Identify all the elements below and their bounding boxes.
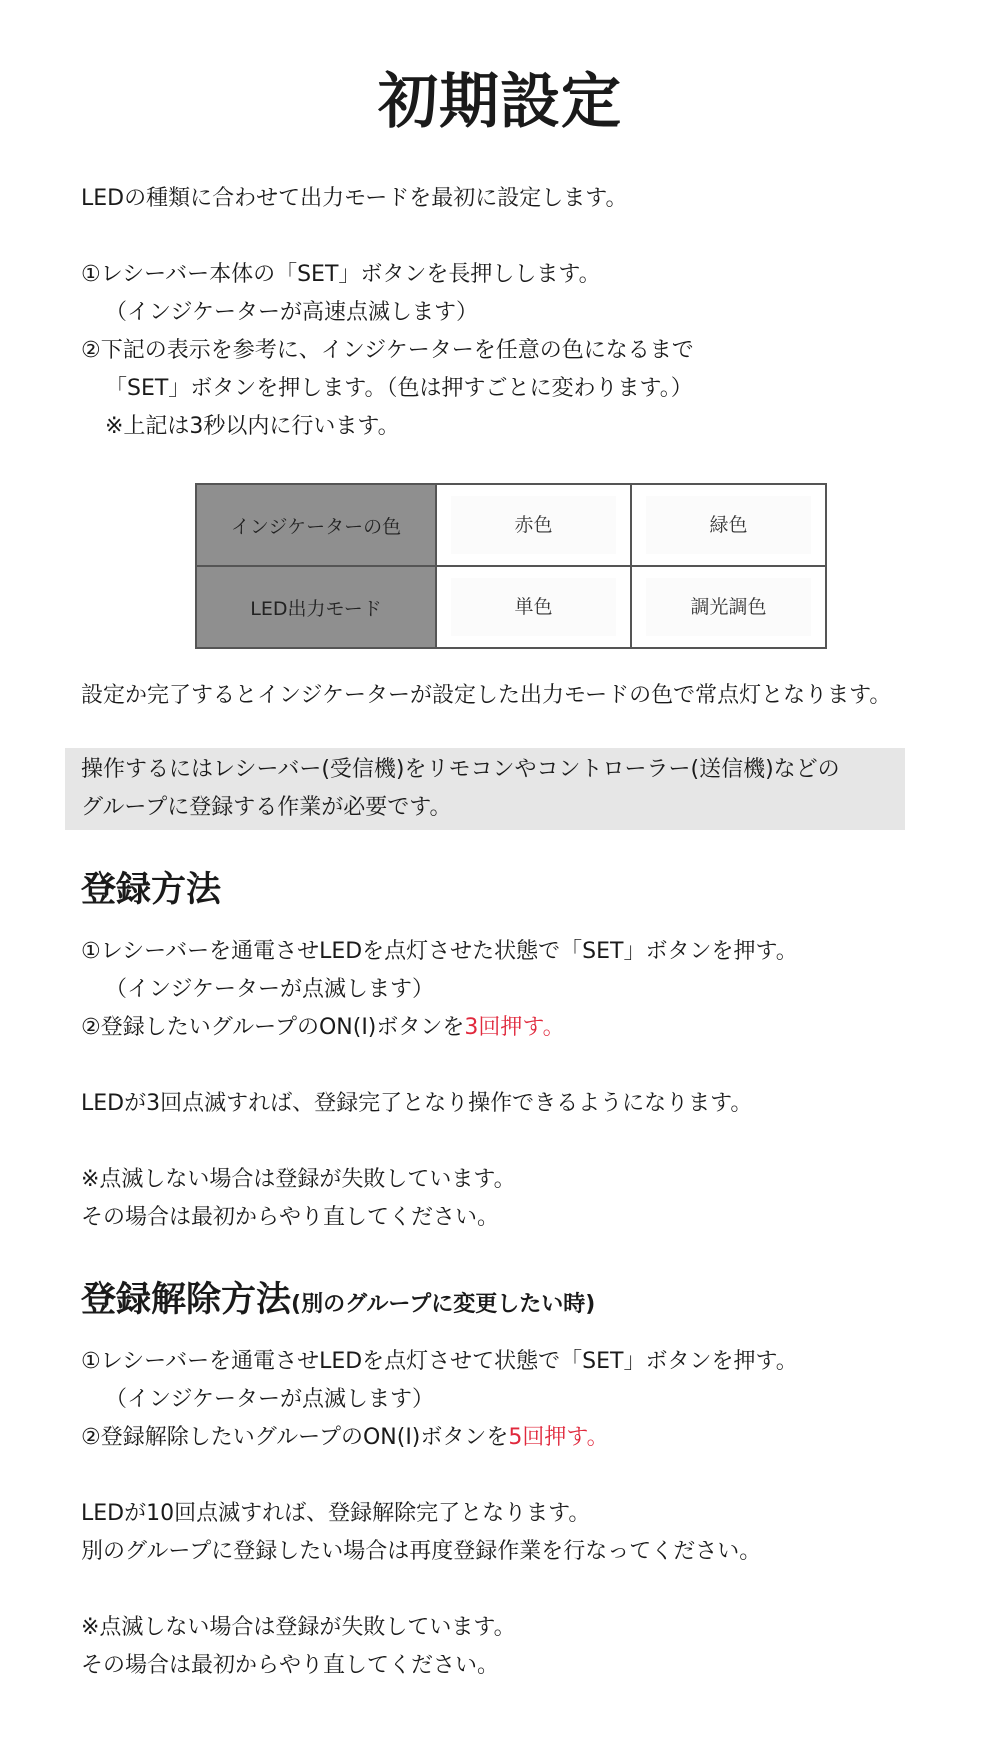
register-blank-line xyxy=(81,1123,951,1161)
table-row xyxy=(196,566,826,648)
unregister-section xyxy=(81,1343,951,1685)
unregister-blank-line xyxy=(81,1571,951,1609)
register-step-1-note: （インジケーターが点滅します） xyxy=(105,977,435,1002)
note-box xyxy=(65,748,905,830)
table-header-led-mode: LED出力モード xyxy=(196,566,436,648)
note-box-content xyxy=(81,751,840,827)
intro-step-1: ①レシーバー本体の「SET」ボタンを長押しします。 xyxy=(81,262,601,287)
table-header-indicator-color: インジケーターの色 xyxy=(196,484,436,566)
table-cell xyxy=(436,566,631,648)
intro-section xyxy=(81,180,951,446)
unregister-step-2-highlight: 5回押す。 xyxy=(508,1425,609,1450)
unregister-blank-line xyxy=(81,1457,951,1495)
intro-step-2-cont: 「SET」ボタンを押します。（色は押すごとに変わります。） xyxy=(105,376,693,401)
after-table-text: 設定か完了するとインジケーターが設定した出力モードの色で常点灯となります。 xyxy=(81,683,892,708)
mode-table xyxy=(195,483,827,649)
table-cell xyxy=(436,484,631,566)
register-step-1: ①レシーバーを通電させLEDを点灯させた状態で「SET」ボタンを押す。 xyxy=(81,939,798,964)
table-cell xyxy=(631,484,826,566)
intro-blank-line xyxy=(81,218,951,256)
note-line-1: 操作するにはレシーバー(受信機)をリモコンやコントローラー(送信機)などの xyxy=(81,757,840,782)
register-fail-retry: その場合は最初からやり直してください。 xyxy=(81,1205,500,1230)
unregister-step-2-text: ②登録解除したいグループのON(I)ボタンを xyxy=(81,1425,509,1450)
unregister-fail-retry: その場合は最初からやり直してください。 xyxy=(81,1653,500,1678)
unregister-heading-sub: (別のグループに変更したい時) xyxy=(291,1292,596,1317)
after-table-section xyxy=(81,677,951,715)
unregister-step-1-note: （インジケーターが点滅します） xyxy=(105,1387,435,1412)
intro-step-1-note: （インジケーターが高速点滅します） xyxy=(105,300,479,325)
unregister-step-1: ①レシーバーを通電させLEDを点灯させて状態で「SET」ボタンを押す。 xyxy=(81,1349,798,1374)
unregister-fail-note: ※点滅しない場合は登録が失敗しています。 xyxy=(81,1615,516,1640)
register-blank-line xyxy=(81,1047,951,1085)
cell-dimming-color: 調光調色 xyxy=(646,578,811,636)
cell-single-color: 単色 xyxy=(451,578,616,636)
register-fail-note: ※点滅しない場合は登録が失敗しています。 xyxy=(81,1167,516,1192)
register-step-2-highlight: 3回押す。 xyxy=(464,1015,565,1040)
table-cell xyxy=(631,566,826,648)
register-step-2 xyxy=(81,1009,951,1047)
unregister-step-2 xyxy=(81,1419,951,1457)
page-title: 初期設定 xyxy=(378,67,622,137)
register-section xyxy=(81,933,951,1237)
unregister-heading xyxy=(81,1276,595,1329)
intro-note: ※上記は3秒以内に行います。 xyxy=(105,414,400,439)
register-result: LEDが3回点滅すれば、登録完了となり操作できるようになります。 xyxy=(81,1091,753,1116)
cell-red: 赤色 xyxy=(451,496,616,554)
register-heading: 登録方法 xyxy=(81,870,222,910)
intro-line: LEDの種類に合わせて出力モードを最初に設定します。 xyxy=(81,186,628,211)
intro-step-2: ②下記の表示を参考に、インジケーターを任意の色になるまで xyxy=(81,338,694,363)
unregister-result-1: LEDが10回点滅すれば、登録解除完了となります。 xyxy=(81,1501,591,1526)
unregister-heading-main: 登録解除方法 xyxy=(81,1280,292,1320)
register-step-2-text: ②登録したいグループのON(I)ボタンを xyxy=(81,1015,465,1040)
note-line-2: グループに登録する作業が必要です。 xyxy=(81,795,452,820)
unregister-result-2: 別のグループに登録したい場合は再度登録作業を行なってください。 xyxy=(81,1539,762,1564)
table-row xyxy=(196,484,826,566)
cell-green: 緑色 xyxy=(646,496,811,554)
